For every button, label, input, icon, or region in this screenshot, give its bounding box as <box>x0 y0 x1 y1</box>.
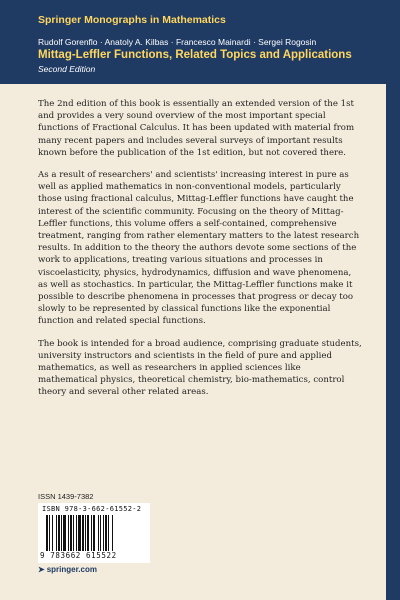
barcode-bar <box>52 515 53 551</box>
barcode-bar <box>68 515 69 551</box>
edition-label: Second Edition <box>38 64 96 74</box>
series-name: Springer Monographs in Mathematics <box>38 14 226 26</box>
barcode-bar <box>100 515 101 551</box>
blurb <box>38 98 362 409</box>
barcode-bar <box>63 515 66 551</box>
barcode-bar <box>108 515 109 551</box>
barcode-bars <box>46 515 142 551</box>
author-list: Rudolf Gorenflo · Anatoly A. Kilbas · Francesco Mainardi · Sergei Rogosin <box>38 37 317 47</box>
barcode <box>38 503 150 563</box>
barcode-bar <box>105 515 107 551</box>
barcode-bar <box>76 515 77 551</box>
barcode-bar <box>93 515 95 551</box>
issn-label: ISSN 1439-7382 <box>38 492 94 501</box>
blurb-paragraph-2: As a result of researchers' and scientists' increasing interest in pure as well as applied mathematics in non-conventional models, particularly those using fractional calculus, Mittag-Leffler functions have caught the interest of the scientific community. Focusing on the theory of Mittag-Leffler functions, this volume offers a self-contained, comprehensive treatment, ranging from rather elementary matters to the latest research results. In addition to the theory the authors devote some sections of the work to applications, treating various situations and processes in viscoelasticity, physics, hydrodynamics, diffusion and wave phenomena, as well as stochastics. In particular, the Mittag-Leffler functions make it possible to describe phenomena in processes that progress or decay too slowly to be represented by classical functions like the exponential function and related special functions. <box>38 170 360 327</box>
barcode-bar <box>103 515 104 551</box>
barcode-bar <box>46 515 48 551</box>
barcode-bar <box>91 515 92 551</box>
website-link[interactable] <box>38 565 97 574</box>
blurb-paragraph-3: The book is intended for a broad audience, comprising graduate students, university instructors and scientists in the field of pure and applied mathematics, as well as researchers in applied sciences like mathematical physics, theoretical chemistry, bio-mathematics, control theory and several other related areas. <box>38 338 362 398</box>
barcode-bar <box>61 515 62 551</box>
barcode-bar <box>87 515 89 551</box>
book-title: Mittag-Leffler Functions, Related Topics and Applications <box>38 49 352 61</box>
header-band <box>0 0 386 84</box>
barcode-bar <box>112 515 113 551</box>
blurb-paragraph-1: The 2nd edition of this book is essentially an extended version of the 1st and provides a very sound overview of the most important special functions of Fractional Calculus. It has been updated with material from many recent papers and includes several surveys of important results known before the publication of the 1st edition, but not covered there. <box>38 99 355 158</box>
barcode-bar <box>78 515 81 551</box>
barcode-bar <box>49 515 50 551</box>
barcode-bar <box>82 515 84 551</box>
barcode-bar <box>73 515 74 551</box>
arrow-icon: ➤ <box>38 565 45 574</box>
website-text: springer.com <box>46 565 97 574</box>
barcode-bar <box>85 515 86 551</box>
spine-strip <box>386 0 400 600</box>
barcode-bar <box>98 515 99 551</box>
isbn-label: ISBN 978-3-662-61552-2 <box>42 505 142 513</box>
barcode-bar <box>70 515 72 551</box>
barcode-bar <box>58 515 60 551</box>
barcode-bar <box>56 515 57 551</box>
isbn-digits: 9 783662 615522 <box>40 551 117 560</box>
